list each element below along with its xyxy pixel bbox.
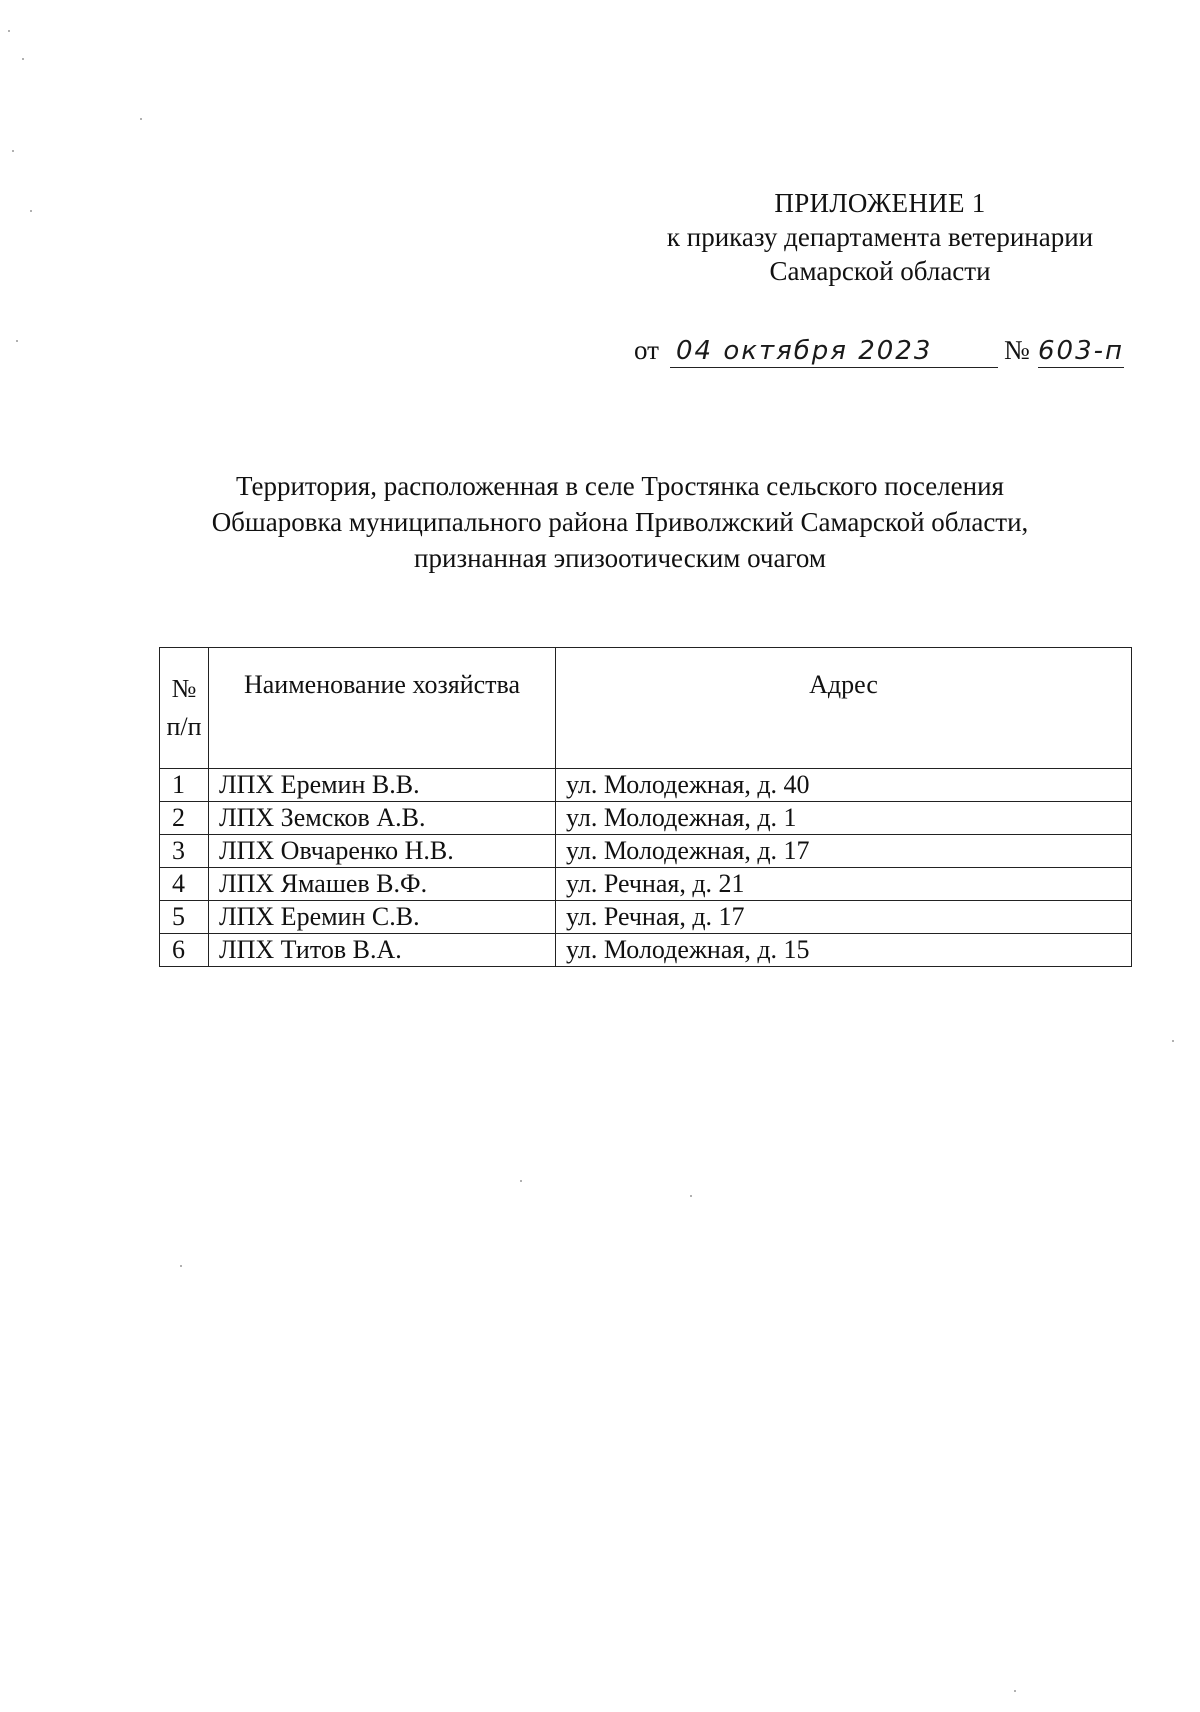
table-header-row xyxy=(160,648,1132,769)
header-farm-name: Наименование хозяйства xyxy=(209,648,556,769)
handwritten-date: 04 октября 2023 xyxy=(676,336,933,366)
scan-speck xyxy=(30,210,32,212)
header-number-abbr: п/п xyxy=(166,712,202,741)
appendix-header xyxy=(640,186,1120,288)
handwritten-number: 603-п xyxy=(1038,336,1125,366)
row-address: ул. Речная, д. 21 xyxy=(556,868,1132,901)
header-number xyxy=(160,648,209,769)
scan-speck xyxy=(1014,1690,1016,1692)
row-number: 1 xyxy=(160,769,209,802)
appendix-order-reference: к приказу департамента ветеринарии xyxy=(666,222,1094,252)
scan-speck xyxy=(690,1195,692,1197)
table-row xyxy=(160,901,1132,934)
header-address: Адрес xyxy=(556,648,1132,769)
row-farm-name: ЛПХ Земсков А.В. xyxy=(209,802,556,835)
scan-speck xyxy=(520,1180,522,1182)
row-address: ул. Молодежная, д. 17 xyxy=(556,835,1132,868)
table-row xyxy=(160,769,1132,802)
row-farm-name: ЛПХ Еремин С.В. xyxy=(209,901,556,934)
header-number-symbol: № xyxy=(171,674,197,703)
row-address: ул. Речная, д. 17 xyxy=(556,901,1132,934)
row-number: 2 xyxy=(160,802,209,835)
row-farm-name: ЛПХ Титов В.А. xyxy=(209,934,556,967)
row-number: 4 xyxy=(160,868,209,901)
number-prefix: № xyxy=(1004,335,1030,365)
row-address: ул. Молодежная, д. 1 xyxy=(556,802,1132,835)
epizootic-focus-table xyxy=(159,647,1132,967)
table-row xyxy=(160,868,1132,901)
scan-speck xyxy=(8,30,10,32)
document-heading xyxy=(130,468,1110,576)
scan-speck xyxy=(12,150,14,152)
heading-line-2: Обшаровка муниципального района Приволжский Самарской области, xyxy=(211,507,1029,537)
row-number: 5 xyxy=(160,901,209,934)
heading-line-3: признанная эпизоотическим очагом xyxy=(414,543,826,573)
row-number: 6 xyxy=(160,934,209,967)
row-number: 3 xyxy=(160,835,209,868)
date-prefix: от xyxy=(634,335,659,365)
appendix-title: ПРИЛОЖЕНИЕ 1 xyxy=(774,188,986,218)
row-farm-name: ЛПХ Еремин В.В. xyxy=(209,769,556,802)
row-farm-name: ЛПХ Ямашев В.Ф. xyxy=(209,868,556,901)
scan-speck xyxy=(1172,1040,1174,1042)
scan-speck xyxy=(16,340,18,342)
row-address: ул. Молодежная, д. 15 xyxy=(556,934,1132,967)
row-address: ул. Молодежная, д. 40 xyxy=(556,769,1132,802)
table-row xyxy=(160,835,1132,868)
table-row xyxy=(160,934,1132,967)
scan-speck xyxy=(140,118,142,120)
row-farm-name: ЛПХ Овчаренко Н.В. xyxy=(209,835,556,868)
heading-line-1: Территория, расположенная в селе Тростянка сельского поселения xyxy=(236,471,1004,501)
appendix-region: Самарской области xyxy=(769,256,991,286)
table-row xyxy=(160,802,1132,835)
scan-speck xyxy=(180,1265,182,1267)
order-date-number-line xyxy=(634,330,1124,370)
scan-speck xyxy=(22,58,24,60)
